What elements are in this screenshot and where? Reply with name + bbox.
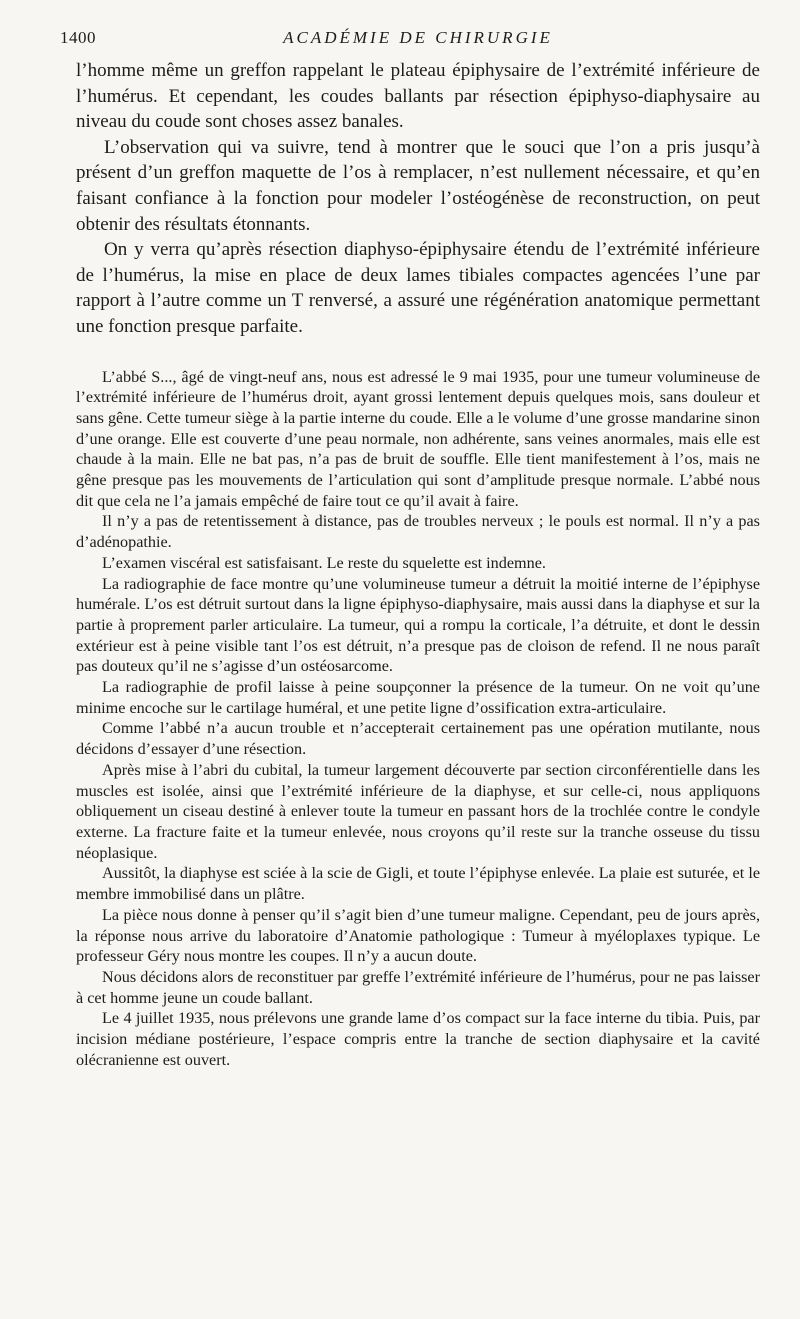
intro-paragraph: l’homme même un greffon rappelant le plateau épiphysaire de l’extrémité inférieure de l’humérus. Et cependant, les coudes ballants par résection épiphyso-diaphysaire au niveau du coude sont choses assez banales.	[76, 60, 760, 133]
observation-paragraph: Le 4 juillet 1935, nous prélevons une grande lame d’os compact sur la face interne du tibia. Puis, par incision médiane postérieure, l’espace compris entre la tranche de section diaphysaire et la cavité olécranienne est ouvert.	[76, 1009, 760, 1069]
intro-paragraph: L’observation qui va suivre, tend à montrer que le souci que l’on a pris jusqu’à présent d’un greffon maquette de l’os à remplacer, n’est nullement nécessaire, et qu’en faisant confiance à la fonction pour modeler l’ostéogénèse de reconstruction, on peut obtenir des résultats étonnants.	[76, 136, 760, 235]
intro-paragraph: On y verra qu’après résection diaphyso-épiphysaire étendu de l’extrémité inférieure de l’humérus, la mise en place de deux lames tibiales compactes agencées l’une par rapport à l’autre comme un T renversé, a assuré une régénération anatomique permettant une fonction presque parfaite.	[76, 239, 760, 337]
intro-section	[76, 58, 760, 340]
page-header	[60, 28, 760, 58]
running-title: ACADÉMIE DE CHIRURGIE	[283, 28, 553, 47]
observation-paragraph: Comme l’abbé n’a aucun trouble et n’accepterait certainement pas une opération mutilante, nous décidons d’essayer d’une résection.	[76, 719, 760, 759]
observation-paragraph: Il n’y a pas de retentissement à distance, pas de troubles nerveux ; le pouls est normal. Il n’y a pas d’adénopathie.	[76, 512, 760, 552]
observation-paragraph: L’abbé S..., âgé de vingt-neuf ans, nous est adressé le 9 mai 1935, pour une tumeur volumineuse de l’extrémité inférieure de l’humérus droit, ayant grossi lentement depuis quelques mois, sans douleur et sans gêne. Cette tumeur siège à la partie interne du coude. Elle a le volume d’une grosse mandarine sinon d’une orange. Elle est couverte d’une peau normale, non adhérente, sans veines anormales, mais elle est chaude à la main. Elle ne bat pas, n’a pas de bruit de souffle. Elle tient manifestement à l’os, mais ne gêne presque pas les mouvements de l’articulation qui sont d’amplitude presque normale. L’abbé nous dit que cela ne l’a jamais empêché de faire tout ce qu’il avait à faire.	[76, 367, 760, 510]
page-number: 1400	[60, 28, 96, 47]
observation-paragraph: L’examen viscéral est satisfaisant. Le reste du squelette est indemne.	[102, 553, 546, 572]
observation-section	[76, 367, 760, 1071]
observation-paragraph: La radiographie de profil laisse à peine soupçonner la présence de la tumeur. On ne voit qu’une minime encoche sur le cartilage huméral, et une petite ligne d’ossification extra-articulaire.	[76, 678, 760, 717]
observation-paragraph: Aussitôt, la diaphyse est sciée à la scie de Gigli, et toute l’épiphyse enlevée. La plaie est suturée, et le membre immobilisé dans un plâtre.	[76, 864, 760, 904]
observation-paragraph: Après mise à l’abri du cubital, la tumeur largement découverte par section circonférentielle dans les muscles est isolée, ainsi que l’extrémité inférieure de la diaphyse, et sur celle-ci, nous appliquons obliquement un ciseau destiné à enlever toute la tumeur en passant hors de la trochlée contre le condyle externe. La fracture faite et la tumeur enlevée, nous croyons qu’il reste sur la tranche osseuse du tissu néoplasique.	[76, 760, 760, 862]
observation-paragraph: Nous décidons alors de reconstituer par greffe l’extrémité inférieure de l’humérus, pour ne pas laisser à cet homme jeune un coude ballant.	[76, 967, 760, 1007]
observation-paragraph: La radiographie de face montre qu’une volumineuse tumeur a détruit la moitié interne de l’épiphyse humérale. L’os est détruit surtout dans la ligne épiphyso-diaphysaire, mais aussi dans la diaphyse et sur la partie à proprement parler articulaire. La tumeur, qui a rompu la corticale, l’a détruite, et dont le dessin extérieur est à peine visible tant l’os est détruit, n’a presque pas de cloison de refend. Il ne nous paraît pas douteux qu’il ne s’agisse d’un ostéosarcome.	[76, 574, 760, 676]
observation-paragraph: La pièce nous donne à penser qu’il s’agit bien d’une tumeur maligne. Cependant, peu de jours après, la réponse nous arrive du laboratoire d’Anatomie pathologique : Tumeur à myéloplaxes typique. Le professeur Géry nous montre les coupes. Il n’y a aucun doute.	[76, 905, 760, 966]
